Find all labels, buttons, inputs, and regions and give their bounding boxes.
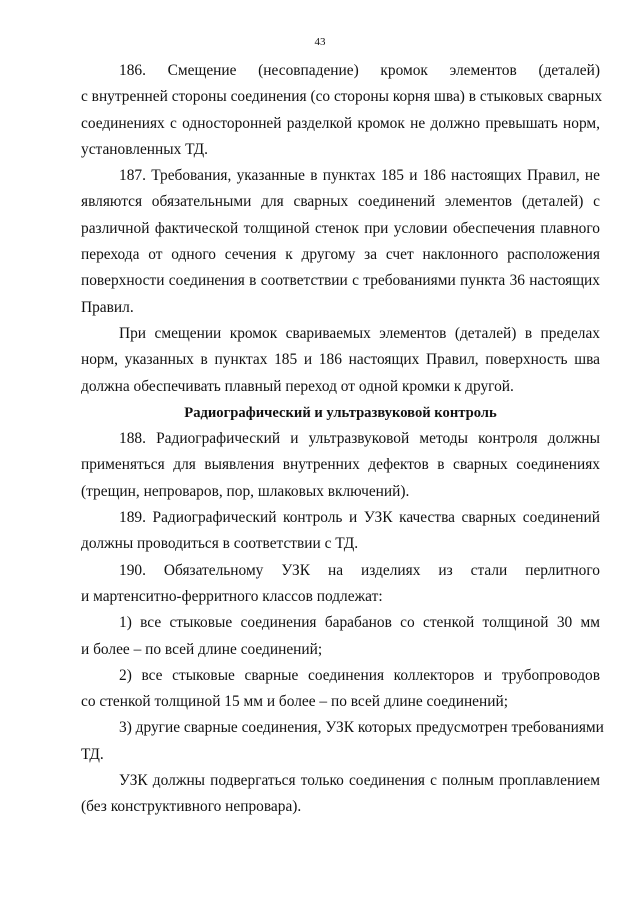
text-line: Правил. — [81, 298, 134, 316]
paragraph-edge-offset — [81, 321, 600, 400]
paragraph-189 — [81, 505, 600, 558]
document-body — [81, 58, 604, 821]
text-line: должна обеспечивать плавный переход от одной кромки к другой. — [81, 377, 514, 395]
text-line: 189. Радиографический контроль и УЗК качества сварных соединений — [119, 509, 600, 527]
text-line: являются обязательными для сварных соединений элементов (деталей) с — [81, 193, 600, 211]
paragraph-186 — [81, 58, 603, 163]
paragraph-190 — [81, 558, 600, 611]
text-line: применяться для выявления внутренних дефектов в сварных соединениях — [81, 456, 600, 474]
text-line: с внутренней стороны соединения (со стороны корня шва) в стыковых сварных — [81, 88, 603, 106]
text-line: 187. Требования, указанные в пунктах 185 и 186 настоящих Правил, не — [119, 167, 600, 185]
text-line: 1) все стыковые соединения барабанов со стенкой толщиной 30 мм — [119, 614, 600, 632]
text-line: 190. Обязательному УЗК на изделиях из стали перлитного — [119, 561, 600, 579]
text-line: ТД. — [81, 745, 104, 763]
text-line: норм, указанных в пунктах 185 и 186 настоящих Правил, поверхность шва — [81, 351, 600, 369]
text-line: должны проводиться в соответствии с ТД. — [81, 535, 359, 553]
text-line: установленных ТД. — [81, 140, 208, 158]
page-number: 43 — [314, 36, 326, 48]
list-item-1 — [81, 610, 600, 663]
paragraph-187 — [81, 163, 600, 321]
text-line: При смещении кромок свариваемых элементов (деталей) в пределах — [119, 324, 600, 342]
text-line: со стенкой толщиной 15 мм и более – по всей длине соединений; — [81, 693, 508, 711]
text-line: и мартенситно-ферритного классов подлежат: — [81, 587, 383, 605]
text-line: 186. Смещение (несовпадение) кромок элементов (деталей) — [119, 62, 600, 79]
text-line: перехода от одного сечения к другому за счет наклонного расположения — [81, 246, 600, 264]
list-item-3 — [81, 715, 604, 768]
text-line: различной фактической толщиной стенок при условии обеспечения плавного — [81, 219, 600, 237]
text-line: 2) все стыковые сварные соединения коллекторов и трубопроводов — [119, 666, 600, 684]
paragraph-uzk-full-penetration — [81, 768, 600, 821]
text-line: соединениях с односторонней разделкой кромок не должно превышать норм, — [81, 114, 600, 132]
text-line: поверхности соединения в соответствии с требованиями пункта 36 настоящих — [81, 272, 600, 290]
paragraph-188 — [81, 426, 600, 505]
text-line: (без конструктивного непровара). — [81, 798, 302, 816]
text-line: и более – по всей длине соединений; — [81, 640, 323, 658]
text-line: УЗК должны подвергаться только соединения с полным проплавлением — [119, 772, 600, 790]
text-line: (трещин, непроваров, пор, шлаковых включений). — [81, 482, 410, 500]
section-heading: Радиографический и ультразвуковой контроль — [184, 404, 497, 421]
text-line: 3) другие сварные соединения, УЗК которых предусмотрен требованиями — [119, 719, 604, 737]
list-item-2 — [81, 663, 600, 716]
text-line: 188. Радиографический и ультразвуковой методы контроля должны — [119, 430, 600, 448]
